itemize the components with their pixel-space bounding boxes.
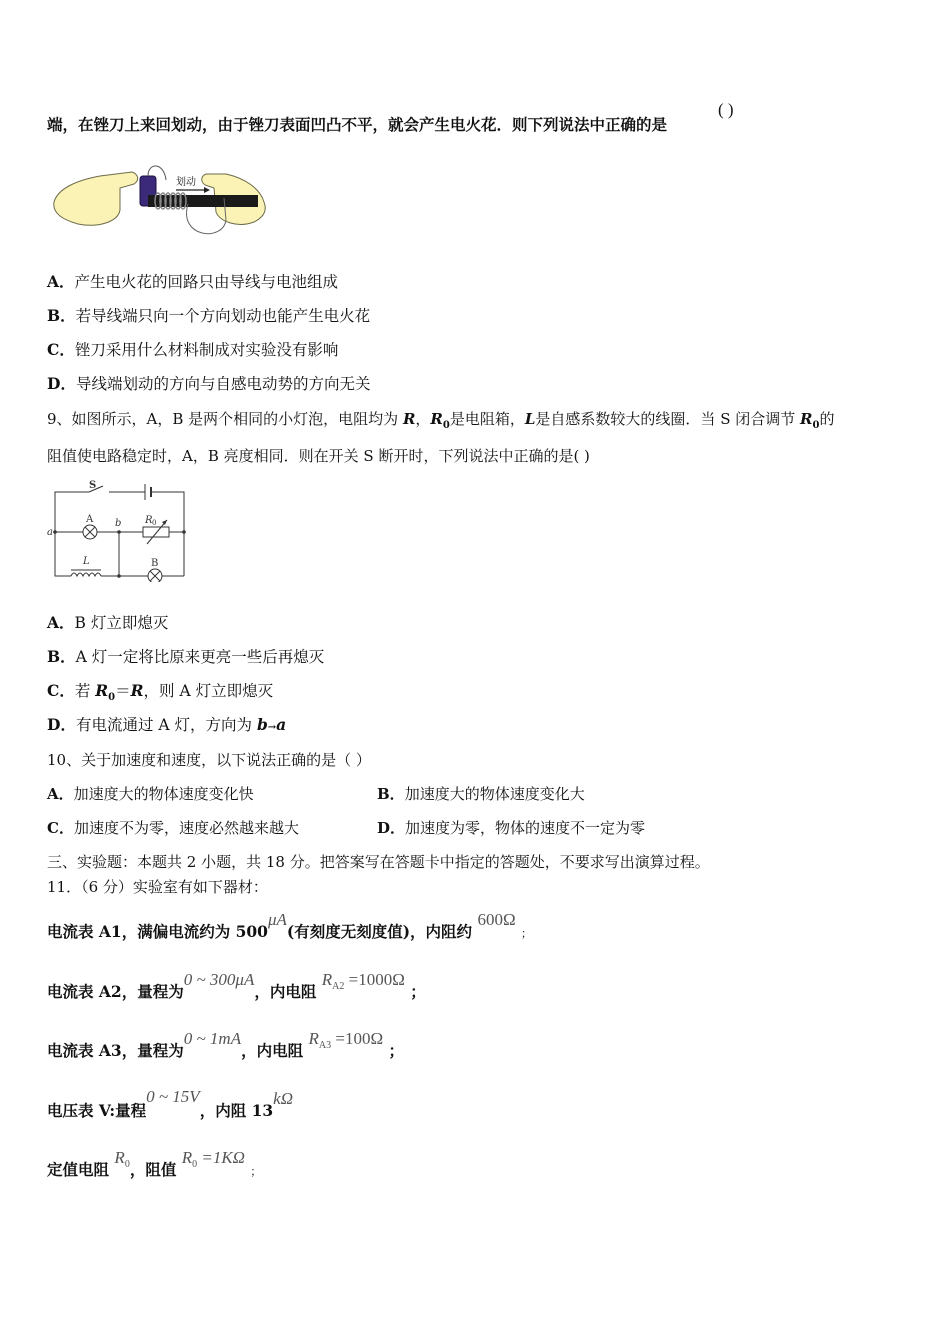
q9-circuit-diagram (47, 476, 192, 582)
q10-option-b[interactable]: B．加速度大的物体速度变化大 (377, 785, 585, 803)
q11-item-ammeter-a2: 电流表 A2，量程为0 ~ 300μA，内电阻 $R_{A2} =1000\Omega$ ； (47, 970, 426, 1001)
svg-text:S: S (89, 480, 97, 491)
q9-option-b[interactable]: B．A 灯一定将比原来更亮一些后再熄灭 (47, 647, 325, 666)
q9-stem-line1: 9、如图所示，A，B 是两个相同的小灯泡，电阻均为 R，$R_0$是电阻箱，L是自感系数较大的线圈．当 S 闭合调节 $R_0$的 (47, 410, 835, 431)
q8-answer-blank: ( ) (718, 100, 734, 119)
svg-text:划动: 划动 (176, 177, 196, 188)
q8-option-a[interactable]: A．产生电火花的回路只由导线与电池组成 (47, 272, 339, 291)
q11-stem: 11．（6 分）实验室有如下器材： (47, 878, 268, 896)
q11-item-ammeter-a1: 电流表 A1，满偏电流约为 500μA(有刻度无刻度值)，内阻约 600Ω ； (47, 910, 533, 941)
q8-option-c[interactable]: C．锉刀采用什么材料制成对实验没有影响 (47, 340, 339, 359)
q8-stem (47, 115, 667, 135)
q11-item-ammeter-a3: 电流表 A3，量程为0 ~ 1mA，内电阻 $R_{A3} =100\Omega$ ； (47, 1029, 405, 1060)
q10-option-d[interactable]: D．加速度为零，物体的速度不一定为零 (377, 819, 646, 837)
q10-stem: 10、关于加速度和速度，以下说法正确的是（ ） (47, 751, 371, 769)
svg-text:B: B (151, 558, 159, 569)
svg-text:A: A (86, 514, 94, 525)
q11-item-fixed-resistor: 定值电阻 $R_0$，阻值 $R_0 =1K\Omega$ ； (47, 1148, 262, 1179)
q9-option-a[interactable]: A．B 灯立即熄灭 (47, 613, 169, 632)
svg-text:b: b (115, 518, 122, 529)
q8-option-d[interactable]: D．导线端划动的方向与自感电动势的方向无关 (47, 374, 371, 393)
q10-option-a[interactable]: A．加速度大的物体速度变化快 (47, 785, 254, 803)
q10-option-c[interactable]: C．加速度不为零，速度必然越来越大 (47, 819, 299, 837)
q8-figure-coil-file (48, 158, 270, 242)
section-3-heading: 三、实验题：本题共 2 小题，共 18 分。把答案写在答题卡中指定的答题处，不要求写出演算过程。 (47, 853, 710, 871)
svg-text:L: L (83, 556, 90, 567)
q9-option-d[interactable]: D．有电流通过 A 灯，方向为 b→a (47, 715, 287, 734)
q9-option-c[interactable]: C．若 $R_0=R$，则 A 灯立即熄灭 (47, 681, 274, 703)
q8-stem-text: 端，在锉刀上来回划动，由于锉刀表面凹凸不平，就会产生电火花．则下列说法中正确的是 (47, 115, 668, 134)
svg-text:a: a (47, 527, 53, 538)
svg-text:R: R (145, 515, 153, 526)
q11-item-voltmeter: 电压表 V:量程0 ~ 15V，内阻 13kΩ (47, 1087, 293, 1120)
q9-stem-line2: 阻值使电路稳定时，A，B 亮度相同．则在开关 S 断开时，下列说法中正确的是( ) (47, 447, 590, 465)
q8-option-b[interactable]: B．若导线端只向一个方向划动也能产生电火花 (47, 306, 371, 325)
svg-text:0: 0 (152, 519, 157, 527)
